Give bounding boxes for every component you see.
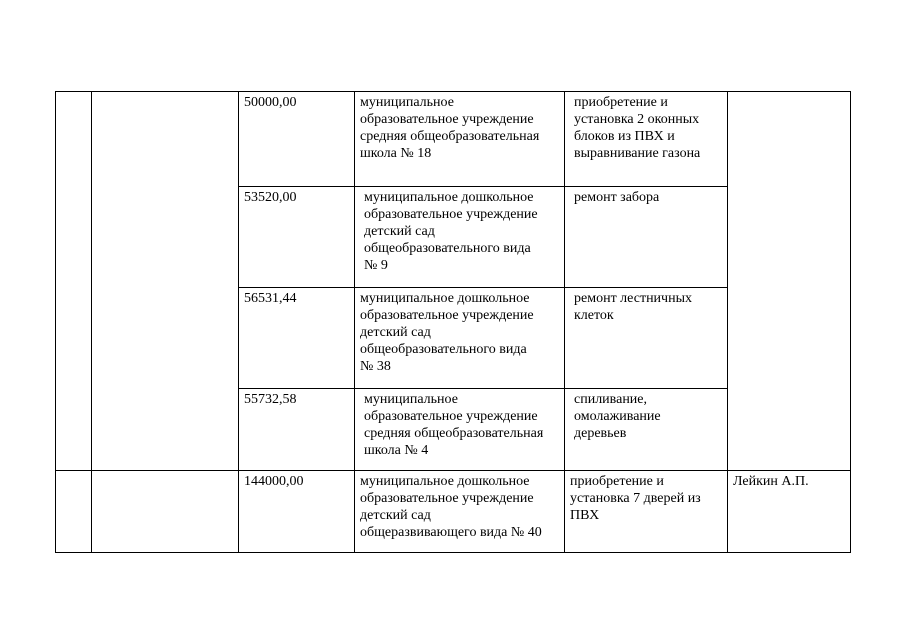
institution-cell: муниципальное дошкольное образовательное учреждение детский сад общеразвивающего вида № 40	[355, 471, 565, 553]
work-cell: спиливание, омолаживание деревьев	[565, 389, 728, 471]
work-cell: приобретение и установка 2 оконных блоков из ПВХ и выравнивание газона	[565, 92, 728, 187]
responsible-cell	[728, 92, 851, 471]
row-number-cell	[56, 92, 92, 471]
institution-cell: муниципальное дошкольное образовательное учреждение детский сад общеобразовательного вида № 9	[355, 187, 565, 288]
table-row	[56, 471, 851, 553]
amount-cell: 56531,44	[239, 288, 355, 389]
amount-cell: 53520,00	[239, 187, 355, 288]
recipient-cell	[92, 92, 239, 471]
allocation-table	[55, 91, 851, 553]
amount-cell: 55732,58	[239, 389, 355, 471]
work-cell: ремонт лестничных клеток	[565, 288, 728, 389]
institution-cell: муниципальное образовательное учреждение средняя общеобразовательная школа № 4	[355, 389, 565, 471]
responsible-cell: Лейкин А.П.	[728, 471, 851, 553]
recipient-cell	[92, 471, 239, 553]
work-cell: ремонт забора	[565, 187, 728, 288]
table-row	[56, 92, 851, 187]
row-number-cell	[56, 471, 92, 553]
work-cell: приобретение и установка 7 дверей из ПВХ	[565, 471, 728, 553]
institution-cell: муниципальное дошкольное образовательное учреждение детский сад общеобразовательного вида № 38	[355, 288, 565, 389]
amount-cell: 50000,00	[239, 92, 355, 187]
institution-cell: муниципальное образовательное учреждение средняя общеобразовательная школа № 18	[355, 92, 565, 187]
amount-cell: 144000,00	[239, 471, 355, 553]
